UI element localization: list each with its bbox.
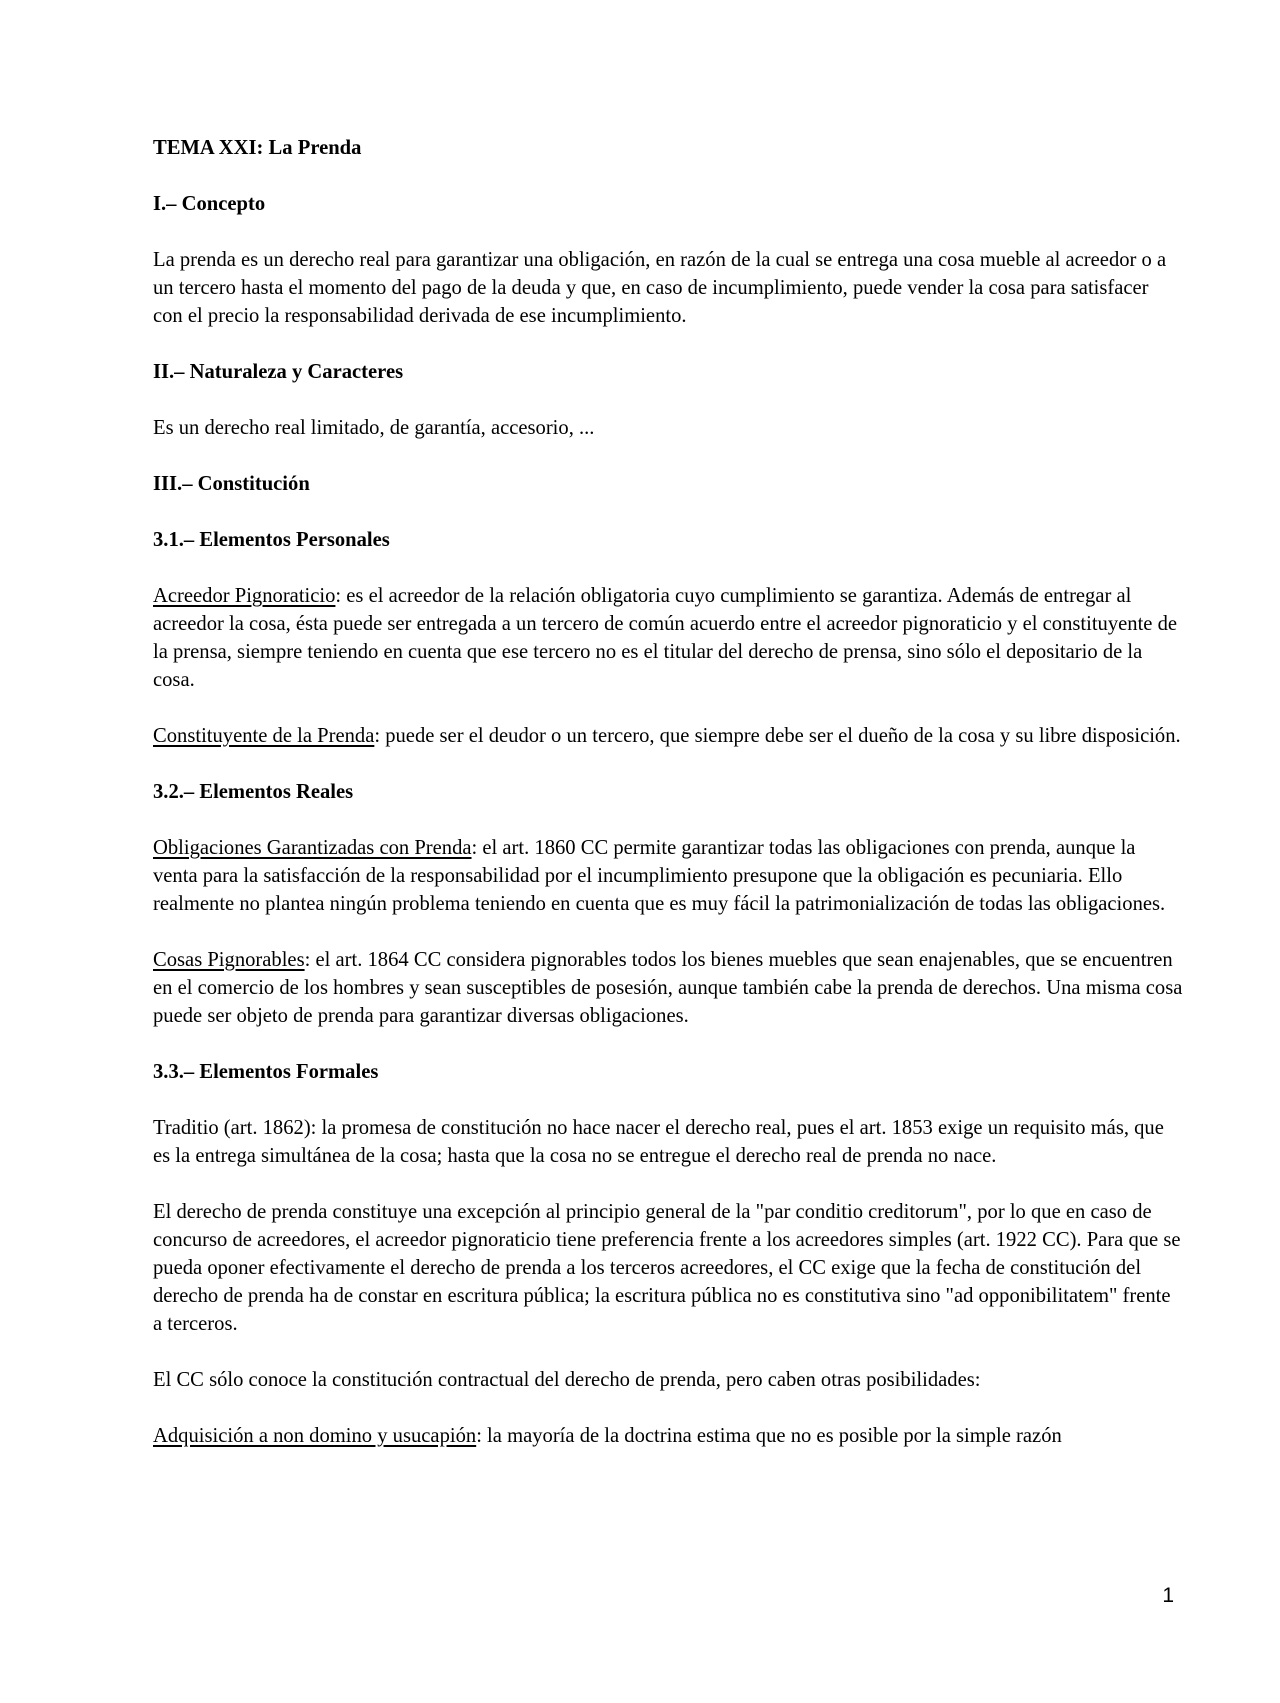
document-title: TEMA XXI: La Prenda	[153, 137, 362, 159]
paragraph-text: : es el acreedor de la relación obligatoria cuyo cumplimiento se garantiza. Además de entregar al acreedor la cosa, ésta puede ser entregada a un tercero de común acuerdo entre el acreedor pignoraticio y el constituyente de la prensa, siempre teniendo en cuenta que ese tercero no es el titular del derecho de prensa, sino sólo el depositario de la cosa.	[153, 585, 1178, 691]
paragraph-text: : puede ser el deudor o un tercero, que siempre debe ser el dueño de la cosa y su libre disposición.	[374, 725, 1181, 747]
paragraph-text: : la mayoría de la doctrina estima que no es posible por la simple razón	[476, 1425, 1062, 1447]
term-acreedor-pignoraticio: Acreedor Pignoraticio	[153, 585, 336, 607]
paragraph-obligaciones-garantizadas	[153, 834, 1183, 918]
paragraph-acreedor-pignoraticio	[153, 582, 1183, 694]
term-cosas-pignorables: Cosas Pignorables	[153, 949, 305, 971]
section-heading-constitucion: III.– Constitución	[153, 473, 310, 495]
section-heading-concepto: I.– Concepto	[153, 193, 266, 215]
section-heading-naturaleza: II.– Naturaleza y Caracteres	[153, 361, 404, 383]
page-content	[153, 134, 1183, 1478]
paragraph-text: : el art. 1864 CC considera pignorables todos los bienes muebles que sean enajenables, que se encuentren en el comercio de los hombres y sean susceptibles de posesión, aunque también cabe la prenda de derechos. Una misma cosa puede ser objeto de prenda para garantizar diversas obligaciones.	[153, 949, 1183, 1027]
paragraph-par-conditio: El derecho de prenda constituye una excepción al principio general de la "par conditio creditorum", por lo que en caso de concurso de acreedores, el acreedor pignoraticio tiene preferencia frente a los acreedores simples (art. 1922 CC). Para que se pueda oponer efectivamente el derecho de prenda a los terceros acreedores, el CC exige que la fecha de constitución del derecho de prenda ha de constar en escritura pública; la escritura pública no es constitutiva sino "ad opponibilitatem" frente a terceros.	[153, 1201, 1181, 1335]
subsection-heading-formales: 3.3.– Elementos Formales	[153, 1061, 379, 1083]
paragraph-cosas-pignorables	[153, 946, 1183, 1030]
term-constituyente: Constituyente de la Prenda	[153, 725, 375, 747]
term-obligaciones-garantizadas: Obligaciones Garantizadas con Prenda	[153, 837, 472, 859]
paragraph-constituyente	[153, 722, 1183, 750]
paragraph-constitucion-contractual: El CC sólo conoce la constitución contractual del derecho de prenda, pero caben otras posibilidades:	[153, 1369, 981, 1391]
paragraph-text: : el art. 1860 CC permite garantizar todas las obligaciones con prenda, aunque la venta para la satisfacción de la responsabilidad por el incumplimiento presupone que la obligación es pecuniaria. Ello realmente no plantea ningún problema teniendo en cuenta que es muy fácil la patrimonialización de todas las obligaciones.	[153, 837, 1166, 915]
paragraph-naturaleza: Es un derecho real limitado, de garantía, accesorio, ...	[153, 417, 595, 439]
paragraph-concepto: La prenda es un derecho real para garantizar una obligación, en razón de la cual se entrega una cosa mueble al acreedor o a un tercero hasta el momento del pago de la deuda y que, en caso de incumplimiento, puede vender la cosa para satisfacer con el precio la responsabilidad derivada de ese incumplimiento.	[153, 249, 1167, 327]
paragraph-adquisicion	[153, 1422, 1183, 1450]
page-number: 1	[1162, 1584, 1174, 1607]
term-adquisicion: Adquisición a non domino y usucapión	[153, 1425, 477, 1447]
subsection-heading-personales: 3.1.– Elementos Personales	[153, 529, 390, 551]
subsection-heading-reales: 3.2.– Elementos Reales	[153, 781, 354, 803]
paragraph-traditio: Traditio (art. 1862): la promesa de constitución no hace nacer el derecho real, pues el art. 1853 exige un requisito más, que es la entrega simultánea de la cosa; hasta que la cosa no se entregue el derecho real de prenda no nace.	[153, 1117, 1164, 1167]
